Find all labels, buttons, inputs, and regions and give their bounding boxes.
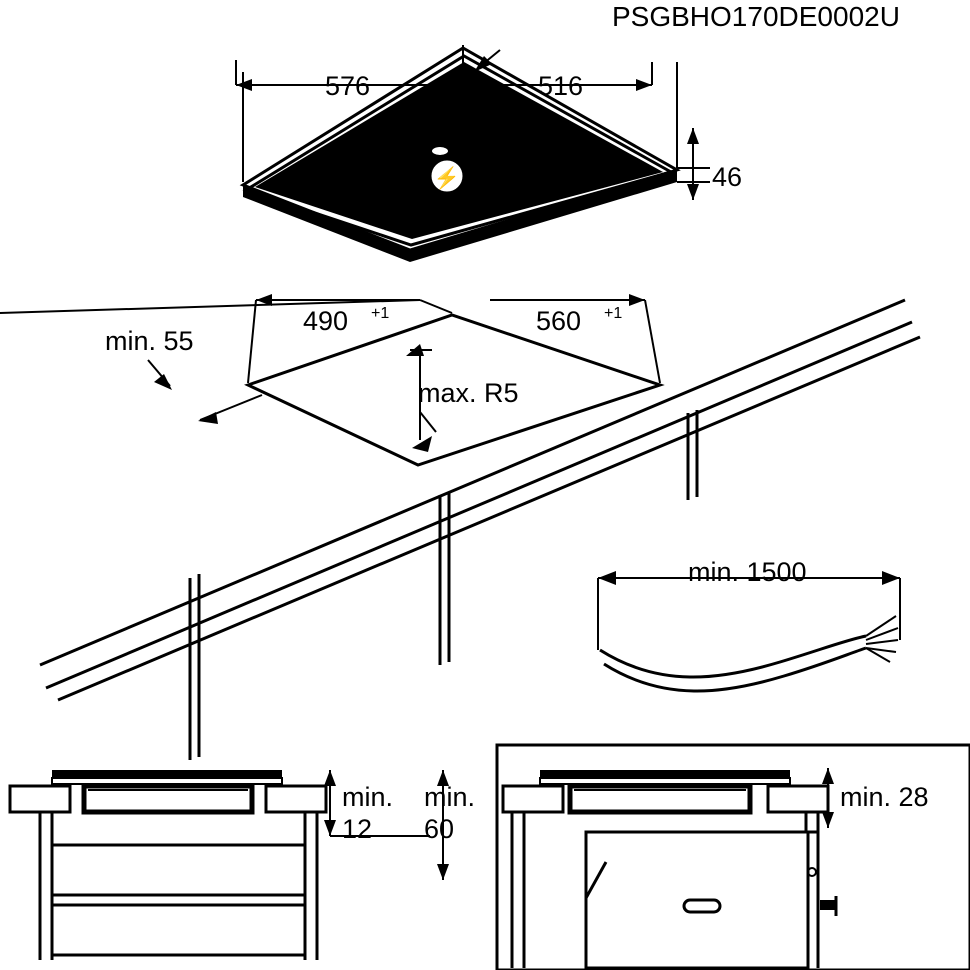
dim-560-arrow-right — [629, 294, 645, 306]
dim-min60-label-2: 60 — [424, 814, 455, 844]
dim-min28-label: min. 28 — [840, 782, 929, 812]
dim-260-label: 260 — [481, 142, 527, 172]
cable-wire-1 — [866, 616, 896, 636]
dim-560-label: 560 — [536, 306, 582, 336]
dim-maxr5-label: max. R5 — [418, 378, 519, 408]
dim-min55-arrow2 — [198, 412, 218, 424]
document-code: PSGBHO170DE0002U — [612, 1, 900, 32]
hob-slab-right-edge — [540, 778, 790, 784]
dim-490-ext-right — [0, 300, 420, 313]
dim-min12-label-2: 12 — [342, 814, 373, 844]
dim-1500-label: min. 1500 — [688, 557, 807, 587]
section-with-drawers-view — [10, 770, 475, 960]
dim-min12-label-1: min. — [342, 782, 394, 812]
power-cable-view — [598, 557, 900, 691]
hob-slab-right — [540, 770, 790, 778]
dim-46-arrow-bottom — [687, 184, 699, 200]
oven-connector — [820, 900, 836, 910]
dim-min55-arrow — [154, 374, 172, 390]
hob-isometric-view — [236, 45, 742, 262]
dim-1500-arrow-left — [598, 571, 616, 585]
worktop-left-a — [10, 786, 70, 812]
dim-60-label: 60 — [382, 142, 413, 172]
section-with-oven-view — [497, 745, 970, 970]
dim-min55-label: min. 55 — [105, 326, 194, 356]
dim-1500-arrow-right — [882, 571, 900, 585]
dim-560-tolerance: +1 — [604, 305, 623, 322]
dim-490-ext-right2 — [420, 300, 452, 313]
worktop-right-a — [503, 786, 563, 812]
dim-490-ext-left — [248, 300, 256, 383]
drawer-upper — [52, 845, 305, 895]
dim-min60-arrow-bottom — [437, 864, 449, 880]
power-connection-icon: ⚡ — [433, 167, 461, 190]
hob-slab-left — [52, 770, 282, 778]
worktop-cutout-view — [0, 294, 920, 760]
dim-516-label: 516 — [538, 71, 584, 101]
dim-46-label: 46 — [712, 162, 743, 192]
worktop-left-b — [266, 786, 326, 812]
dim-min60-label-1: min. — [424, 782, 476, 812]
drawer-lower — [52, 905, 305, 955]
hob-slab-left-edge — [52, 778, 282, 784]
worktop-right-b — [768, 786, 828, 812]
dim-560-ext-right — [645, 300, 660, 383]
cable-wire-3 — [866, 640, 898, 644]
dim-490-tolerance: +1 — [371, 305, 390, 322]
connection-point — [431, 146, 449, 156]
dim-min12-arrow-top — [324, 770, 336, 786]
oven-handle — [684, 900, 720, 912]
dim-min12-arrow-bottom — [324, 820, 336, 836]
cable-line-upper — [600, 636, 866, 677]
dim-516-arrow-right — [636, 79, 652, 91]
dim-46-arrow-top — [687, 128, 699, 144]
dim-490-label: 490 — [303, 306, 349, 336]
dim-576-label: 576 — [325, 71, 371, 101]
